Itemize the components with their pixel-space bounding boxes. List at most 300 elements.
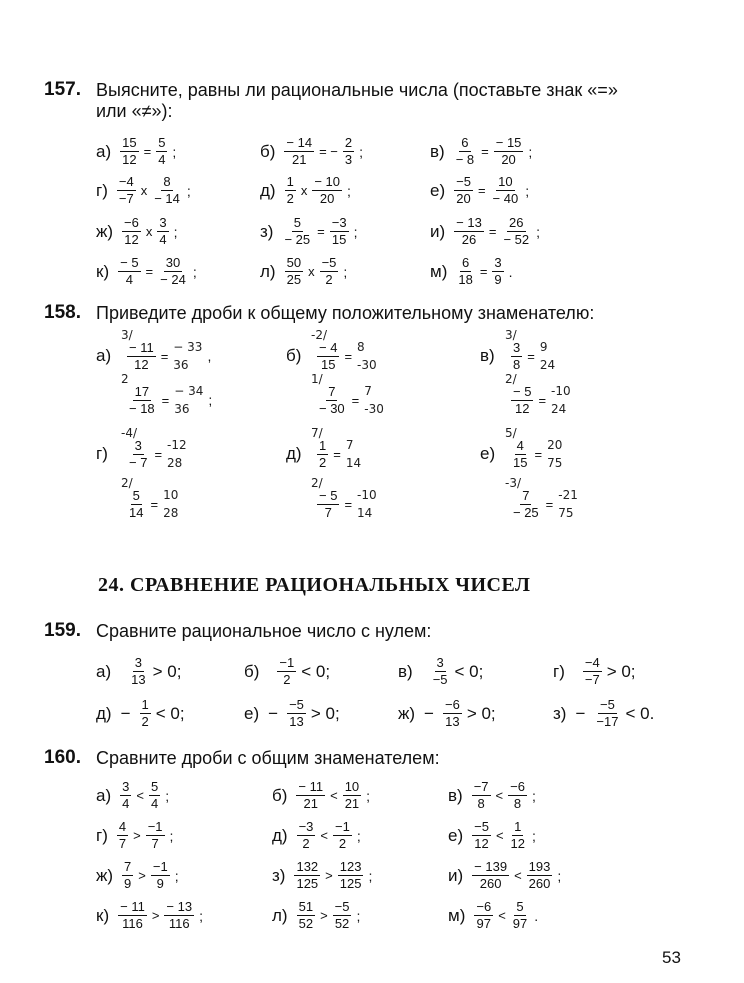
left-fraction xyxy=(296,780,325,811)
denominator: 12 xyxy=(510,836,526,851)
exercise-159-item xyxy=(96,698,189,729)
exercise-158-item xyxy=(480,371,576,418)
numerator: −1 xyxy=(152,859,168,874)
handwritten-answer xyxy=(173,338,202,374)
comparison-with-zero: < 0. xyxy=(625,703,655,723)
exercise-158-item xyxy=(286,475,382,522)
right-fraction xyxy=(164,900,194,931)
item-label: д) xyxy=(96,703,112,723)
denominator: 8 xyxy=(513,796,522,811)
punctuation: ; xyxy=(347,182,351,199)
exercise-158-statement: Приведите дроби к общему положительному знаменателю: xyxy=(96,303,595,323)
equals-sign: = xyxy=(333,446,341,462)
denominator: − 14 xyxy=(154,191,180,206)
numerator: 123 xyxy=(339,859,362,874)
fraction-with-multiplier xyxy=(121,327,156,372)
numerator: 7 xyxy=(328,383,336,399)
numerator: − 11 xyxy=(298,779,324,794)
exercise-160-item xyxy=(272,860,372,891)
right-fraction xyxy=(333,900,352,931)
exercise-157-item xyxy=(260,136,363,167)
exercise-158-item xyxy=(480,327,560,374)
left-fraction xyxy=(297,820,316,851)
numerator: −4 xyxy=(584,655,600,670)
answer-numerator: 10 xyxy=(163,488,179,502)
punctuation: ; xyxy=(165,787,170,804)
comparison-with-zero: < 0; xyxy=(155,703,185,723)
comparison-with-zero: > 0; xyxy=(310,703,340,723)
comparison-sign: > xyxy=(325,868,333,883)
numerator: 5 xyxy=(158,135,166,150)
denominator: − 25 xyxy=(513,504,539,520)
fraction xyxy=(127,385,157,416)
comparison-sign: < xyxy=(514,868,522,883)
denominator: 12 xyxy=(124,232,139,247)
fraction xyxy=(127,439,149,470)
fraction xyxy=(317,439,328,470)
exercise-159-item xyxy=(244,698,344,729)
left-fraction xyxy=(472,780,491,811)
handwritten-answer xyxy=(174,382,203,418)
exercise-157-statement-line1: Выясните, равны ли рациональные числа (поставьте знак «=» xyxy=(96,80,618,100)
right-fraction xyxy=(511,900,529,931)
handwritten-multiplier: 2 xyxy=(121,371,129,386)
exercise-157-item xyxy=(260,175,351,206)
exercise-157-item xyxy=(430,136,532,167)
exercise-158-item xyxy=(286,425,366,472)
handwritten-multiplier: 1/ xyxy=(311,371,323,386)
comparison-sign: > xyxy=(151,908,160,923)
exercise-158-item xyxy=(96,371,213,418)
numerator: 7 xyxy=(522,487,530,503)
exercise-160-item xyxy=(96,820,173,851)
item-label: г) xyxy=(96,825,108,845)
punctuation: ; xyxy=(199,907,203,924)
left-fraction xyxy=(285,175,296,206)
right-fraction xyxy=(146,820,165,851)
equals-sign: = xyxy=(344,496,353,512)
numerator: −3 xyxy=(298,819,314,834)
answer-denominator: 14 xyxy=(357,506,373,520)
item-label: а) xyxy=(96,346,112,365)
item-label: м) xyxy=(448,905,466,925)
fraction-with-multiplier xyxy=(505,327,522,372)
denominator: − 8 xyxy=(455,152,475,167)
fraction-with-multiplier xyxy=(311,371,347,416)
item-label: к) xyxy=(96,261,110,281)
item-label: м) xyxy=(430,261,448,281)
equals-sign: = xyxy=(527,348,535,364)
item-label: а) xyxy=(96,141,112,161)
answer-numerator: -21 xyxy=(558,488,578,502)
item-label: л) xyxy=(260,261,276,281)
numerator: 15 xyxy=(122,135,137,150)
answer-numerator: 7 xyxy=(345,438,354,452)
fraction-with-multiplier xyxy=(121,425,149,470)
answer-numerator: − 34 xyxy=(174,384,204,398)
fraction xyxy=(511,341,522,372)
item-label: е) xyxy=(430,180,446,200)
denominator: 15 xyxy=(320,356,336,372)
numerator: −5 xyxy=(289,697,304,712)
punctuation: ; xyxy=(531,787,536,804)
denominator: 15 xyxy=(513,454,528,470)
punctuation: ; xyxy=(173,223,178,240)
denominator: 26 xyxy=(461,232,477,247)
punctuation: ; xyxy=(557,867,562,884)
answer-denominator: 24 xyxy=(539,358,556,372)
numerator: 50 xyxy=(286,255,302,270)
exercise-160-item xyxy=(448,900,538,931)
numerator: 1 xyxy=(514,819,522,834)
handwritten-answer xyxy=(163,486,178,522)
numerator: 3 xyxy=(159,215,167,230)
answer-numerator: 20 xyxy=(547,438,563,452)
exercise-158-item xyxy=(286,327,382,374)
right-fraction xyxy=(343,780,361,811)
numerator: 5 xyxy=(150,779,159,794)
exercise-160-item xyxy=(96,780,169,811)
exercise-157-item xyxy=(96,256,197,287)
left-fraction xyxy=(122,860,133,891)
numerator: 4 xyxy=(516,437,524,453)
punctuation: ; xyxy=(536,223,540,240)
denominator: 2 xyxy=(283,672,291,687)
left-fraction xyxy=(456,256,474,287)
answer-numerator: 9 xyxy=(539,340,548,354)
minus-sign: − xyxy=(120,703,131,723)
right-fraction xyxy=(320,256,339,287)
answer-numerator: 8 xyxy=(357,340,365,354)
fraction xyxy=(594,698,620,729)
answer-denominator: 28 xyxy=(163,506,179,520)
numerator: 51 xyxy=(298,899,314,914)
numerator: −5 xyxy=(474,819,489,834)
denominator: − 25 xyxy=(284,232,311,247)
denominator: − 24 xyxy=(160,272,186,287)
left-fraction xyxy=(118,256,140,287)
denominator: 125 xyxy=(296,876,319,891)
denominator: 260 xyxy=(528,876,551,891)
denominator: 12 xyxy=(122,152,137,167)
denominator: 8 xyxy=(477,796,485,811)
denominator: −7 xyxy=(118,191,134,206)
numerator: 6 xyxy=(461,255,470,270)
exercise-157-item xyxy=(96,175,191,206)
handwritten-multiplier: -2/ xyxy=(311,327,328,342)
comparison-with-zero: < 0; xyxy=(454,661,484,681)
denominator: 4 xyxy=(125,272,133,287)
item-label: и) xyxy=(430,221,446,241)
denominator: 7 xyxy=(118,836,127,851)
item-label: д) xyxy=(272,825,288,845)
left-fraction xyxy=(285,256,303,287)
exercise-159-item xyxy=(398,698,500,729)
handwritten-multiplier: 2/ xyxy=(311,475,323,490)
numerator: − 4 xyxy=(319,339,338,355)
equals-sign: = xyxy=(161,392,170,408)
numerator: −7 xyxy=(473,779,489,794)
denominator: 25 xyxy=(286,272,302,287)
answer-denominator: 36 xyxy=(173,358,189,372)
numerator: 3 xyxy=(134,655,142,670)
numerator: −1 xyxy=(335,819,350,834)
answer-denominator: 14 xyxy=(345,456,362,470)
equals-sign: = xyxy=(150,496,159,512)
exercise-160-item xyxy=(272,780,370,811)
exercise-158-item xyxy=(480,475,583,522)
right-fraction xyxy=(501,216,531,247)
section-title: 24. СРАВНЕНИЕ РАЦИОНАЛЬНЫХ ЧИСЕЛ xyxy=(98,574,531,596)
denominator: 116 xyxy=(122,916,143,931)
comparison-sign: = xyxy=(479,264,488,279)
left-fraction xyxy=(122,216,141,247)
right-fraction xyxy=(343,136,354,167)
punctuation: . xyxy=(534,907,539,924)
numerator: −5 xyxy=(334,899,350,914)
comparison-sign: = − xyxy=(319,144,338,159)
denominator: 9 xyxy=(156,876,164,891)
numerator: − 5 xyxy=(120,255,139,270)
denominator: 4 xyxy=(150,796,159,811)
right-fraction xyxy=(509,820,527,851)
numerator: 132 xyxy=(296,859,319,874)
exercise-158-item xyxy=(96,327,212,374)
fraction xyxy=(287,698,306,729)
item-label: д) xyxy=(286,444,302,463)
numerator: − 10 xyxy=(314,174,340,189)
item-label: а) xyxy=(96,785,112,805)
answer-denominator: -30 xyxy=(364,402,384,416)
handwritten-multiplier: 3/ xyxy=(121,327,133,342)
left-fraction xyxy=(472,860,509,891)
answer-numerator: -10 xyxy=(551,384,571,398)
equals-sign: = xyxy=(545,496,554,512)
denominator: − 7 xyxy=(129,454,148,470)
numerator: 3 xyxy=(513,339,521,355)
item-label: з) xyxy=(272,865,286,885)
fraction-with-multiplier xyxy=(505,475,541,520)
exercise-158-item xyxy=(96,425,192,472)
numerator: 3 xyxy=(436,655,444,670)
punctuation: ; xyxy=(359,143,363,160)
denominator: 97 xyxy=(512,916,528,931)
exercise-157-item xyxy=(96,136,176,167)
left-fraction xyxy=(454,136,476,167)
handwritten-multiplier: 2/ xyxy=(121,475,133,490)
handwritten-multiplier: 3/ xyxy=(505,327,517,342)
numerator: 4 xyxy=(118,819,127,834)
punctuation: ; xyxy=(343,263,348,280)
fraction xyxy=(127,341,156,372)
denominator: 116 xyxy=(168,916,190,931)
handwritten-multiplier: -3/ xyxy=(505,475,522,490)
denominator: 12 xyxy=(514,400,530,416)
item-label: и) xyxy=(448,865,464,885)
answer-numerator: -12 xyxy=(167,438,187,452)
minus-sign: − xyxy=(268,703,279,723)
exercise-160-statement: Сравните дроби с общим знаменателем: xyxy=(96,748,440,768)
denominator: 9 xyxy=(124,876,132,891)
numerator: 3 xyxy=(122,779,130,794)
denominator: −5 xyxy=(432,672,448,687)
denominator: 20 xyxy=(319,191,335,206)
handwritten-answer xyxy=(357,486,377,522)
numerator: −4 xyxy=(118,174,134,189)
comparison-sign: = xyxy=(477,183,486,198)
punctuation: ; xyxy=(366,787,371,804)
denominator: 52 xyxy=(298,916,314,931)
item-label: е) xyxy=(480,444,496,463)
fraction-with-multiplier xyxy=(505,425,529,470)
numerator: − 11 xyxy=(120,899,145,914)
right-fraction xyxy=(492,256,503,287)
comparison-with-zero: > 0; xyxy=(152,661,182,681)
minus-sign: − xyxy=(575,703,586,723)
handwritten-multiplier: 2/ xyxy=(505,371,517,386)
numerator: −5 xyxy=(456,174,471,189)
denominator: −17 xyxy=(596,714,619,729)
fraction xyxy=(511,439,529,470)
comparison-sign: = xyxy=(481,144,489,159)
item-label: д) xyxy=(260,180,276,200)
exercise-160-item xyxy=(448,860,561,891)
item-label: л) xyxy=(272,905,288,925)
exercise-160-number: 160. xyxy=(44,747,81,768)
denominator: 4 xyxy=(159,232,167,247)
equals-sign: = xyxy=(538,392,547,408)
item-label: ж) xyxy=(398,703,416,723)
answer-denominator: 75 xyxy=(558,506,574,520)
numerator: − 13 xyxy=(166,899,193,914)
denominator: 14 xyxy=(129,504,144,520)
denominator: 20 xyxy=(456,191,471,206)
left-fraction xyxy=(454,175,473,206)
left-fraction xyxy=(474,900,493,931)
denominator: 4 xyxy=(122,796,130,811)
denominator: 125 xyxy=(339,876,362,891)
equals-sign: = xyxy=(351,392,360,408)
punctuation: ; xyxy=(532,827,536,844)
numerator: 5 xyxy=(293,215,301,230)
numerator: − 139 xyxy=(474,859,508,874)
fraction-with-multiplier xyxy=(505,371,533,416)
item-label: г) xyxy=(553,661,565,681)
equals-sign: = xyxy=(344,348,353,364)
denominator: 52 xyxy=(334,916,350,931)
left-fraction xyxy=(472,820,491,851)
right-fraction xyxy=(149,780,160,811)
handwritten-multiplier: -4/ xyxy=(121,425,138,440)
handwritten-answer xyxy=(364,382,384,418)
numerator: − 5 xyxy=(513,383,532,399)
answer-denominator: -30 xyxy=(357,358,377,372)
right-fraction xyxy=(508,780,527,811)
comparison-sign: > xyxy=(133,828,141,843)
equals-sign: = xyxy=(160,348,169,364)
fraction xyxy=(277,656,296,687)
denominator: 4 xyxy=(158,152,166,167)
exercise-160-item xyxy=(272,900,360,931)
numerator: − 11 xyxy=(129,339,154,355)
left-fraction xyxy=(117,175,136,206)
handwritten-answer xyxy=(540,338,555,374)
fraction xyxy=(431,656,450,687)
fraction-with-multiplier xyxy=(311,475,339,520)
exercise-159-number: 159. xyxy=(44,620,81,641)
answer-denominator: 36 xyxy=(174,402,190,416)
numerator: 17 xyxy=(134,383,150,399)
item-label: е) xyxy=(448,825,464,845)
punctuation: ; xyxy=(186,182,191,199)
numerator: 2 xyxy=(344,135,353,150)
denominator: − 40 xyxy=(492,191,519,206)
denominator: 18 xyxy=(458,272,473,287)
denominator: 21 xyxy=(344,796,360,811)
numerator: 7 xyxy=(124,859,132,874)
exercise-157-item xyxy=(430,256,513,287)
right-fraction xyxy=(338,860,364,891)
fraction-with-multiplier xyxy=(121,475,145,520)
comparison-sign: x xyxy=(308,264,315,279)
item-label: в) xyxy=(430,141,445,161)
exercise-160-item xyxy=(272,820,361,851)
handwritten-multiplier: 5/ xyxy=(505,425,517,440)
exercise-159-item xyxy=(553,698,658,729)
punctuation: ; xyxy=(356,907,361,924)
handwritten-multiplier: 7/ xyxy=(311,425,323,440)
punctuation: . xyxy=(508,263,513,280)
denominator: 20 xyxy=(501,152,516,167)
numerator: 3 xyxy=(134,437,142,453)
punctuation: ; xyxy=(525,182,530,199)
left-fraction xyxy=(284,136,314,167)
exercise-158-item xyxy=(480,425,567,472)
comparison-sign: < xyxy=(136,788,144,803)
exercise-157-item xyxy=(260,256,347,287)
denominator: 7 xyxy=(151,836,159,851)
denominator: − 52 xyxy=(503,232,530,247)
left-fraction xyxy=(120,136,138,167)
numerator: 3 xyxy=(494,255,502,270)
denominator: 21 xyxy=(292,152,307,167)
item-label: к) xyxy=(96,905,110,925)
comparison-sign: x xyxy=(300,183,308,198)
numerator: − 5 xyxy=(319,487,338,503)
comparison-sign: x xyxy=(145,224,153,239)
denominator: −7 xyxy=(584,672,600,687)
item-label: е) xyxy=(244,703,260,723)
comparison-with-zero: < 0; xyxy=(301,661,331,681)
item-label: б) xyxy=(260,141,276,161)
numerator: − 14 xyxy=(286,135,313,150)
numerator: 8 xyxy=(163,174,171,189)
denominator: 2 xyxy=(338,836,347,851)
comparison-with-zero: > 0; xyxy=(606,661,636,681)
numerator: 5 xyxy=(516,899,524,914)
punctuation: ; xyxy=(368,867,373,884)
denominator: 13 xyxy=(131,672,146,687)
comparison-sign: x xyxy=(140,183,148,198)
exercise-157-item xyxy=(430,216,540,247)
exercise-159-item xyxy=(553,656,640,687)
numerator: − 15 xyxy=(495,135,522,150)
exercise-158-item xyxy=(96,475,183,522)
comparison-sign: = xyxy=(488,224,497,239)
numerator: 193 xyxy=(528,859,551,874)
fraction xyxy=(317,489,339,520)
exercise-160-item xyxy=(448,820,536,851)
